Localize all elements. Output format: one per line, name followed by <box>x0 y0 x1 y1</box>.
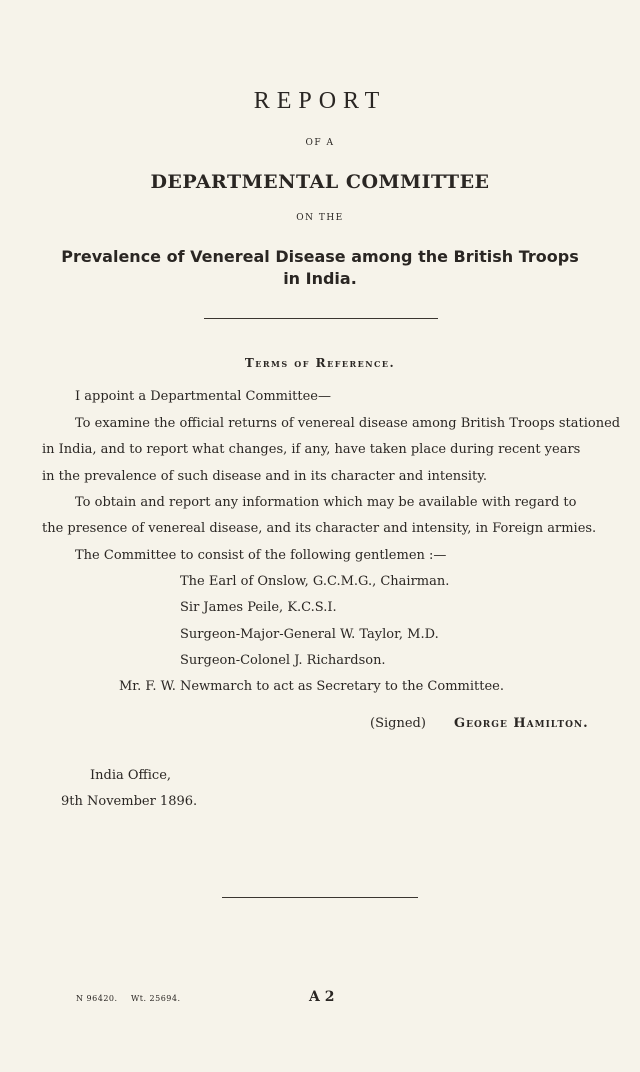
member-item: Surgeon-Colonel J. Richardson. <box>180 653 386 668</box>
secretary-line: Mr. F. W. Newmarch to act as Secretary to the Committee. <box>119 679 504 694</box>
report-title: REPORT <box>253 88 387 114</box>
page-signature: A 2 <box>309 989 335 1005</box>
obtain-line-1: To obtain and report any information which may be available with regard to <box>75 495 577 510</box>
obtain-line-2: the presence of venereal disease, and its character and intensity, in Foreign armies. <box>42 521 597 536</box>
divider-bottom <box>222 897 418 898</box>
signatory-name: George Hamilton. <box>454 716 589 731</box>
of-a-line: OF A <box>305 138 335 148</box>
examine-line-3: in the prevalence of such disease and in its character and intensity. <box>42 469 487 484</box>
subject-line-1: Prevalence of Venereal Disease among the British Troops <box>61 247 579 266</box>
examine-line-2: in India, and to report what changes, if any, have taken place during recent years <box>42 442 581 457</box>
print-code: N 96420. <box>76 994 118 1003</box>
divider-top <box>204 318 438 319</box>
consist-line: The Committee to consist of the following gentlemen :— <box>75 548 447 563</box>
terms-heading: Terms of Reference. <box>244 356 396 370</box>
signed-label: (Signed) <box>370 716 426 731</box>
place-line: India Office, <box>90 768 172 783</box>
date-line: 9th November 1896. <box>61 794 198 809</box>
examine-line-1: To examine the official returns of venereal disease among British Troops stationed <box>75 416 621 431</box>
committee-heading: DEPARTMENTAL COMMITTEE <box>150 171 490 193</box>
member-item: Surgeon-Major-General W. Taylor, M.D. <box>180 627 439 642</box>
member-item: Sir James Peile, K.C.S.I. <box>180 600 337 615</box>
appoint-paragraph: I appoint a Departmental Committee— <box>75 389 331 404</box>
on-the-line: ON THE <box>296 213 344 223</box>
subject-line-2: in India. <box>283 269 357 288</box>
weight-code: Wt. 25694. <box>131 994 181 1003</box>
member-item: The Earl of Onslow, G.C.M.G., Chairman. <box>180 574 450 589</box>
